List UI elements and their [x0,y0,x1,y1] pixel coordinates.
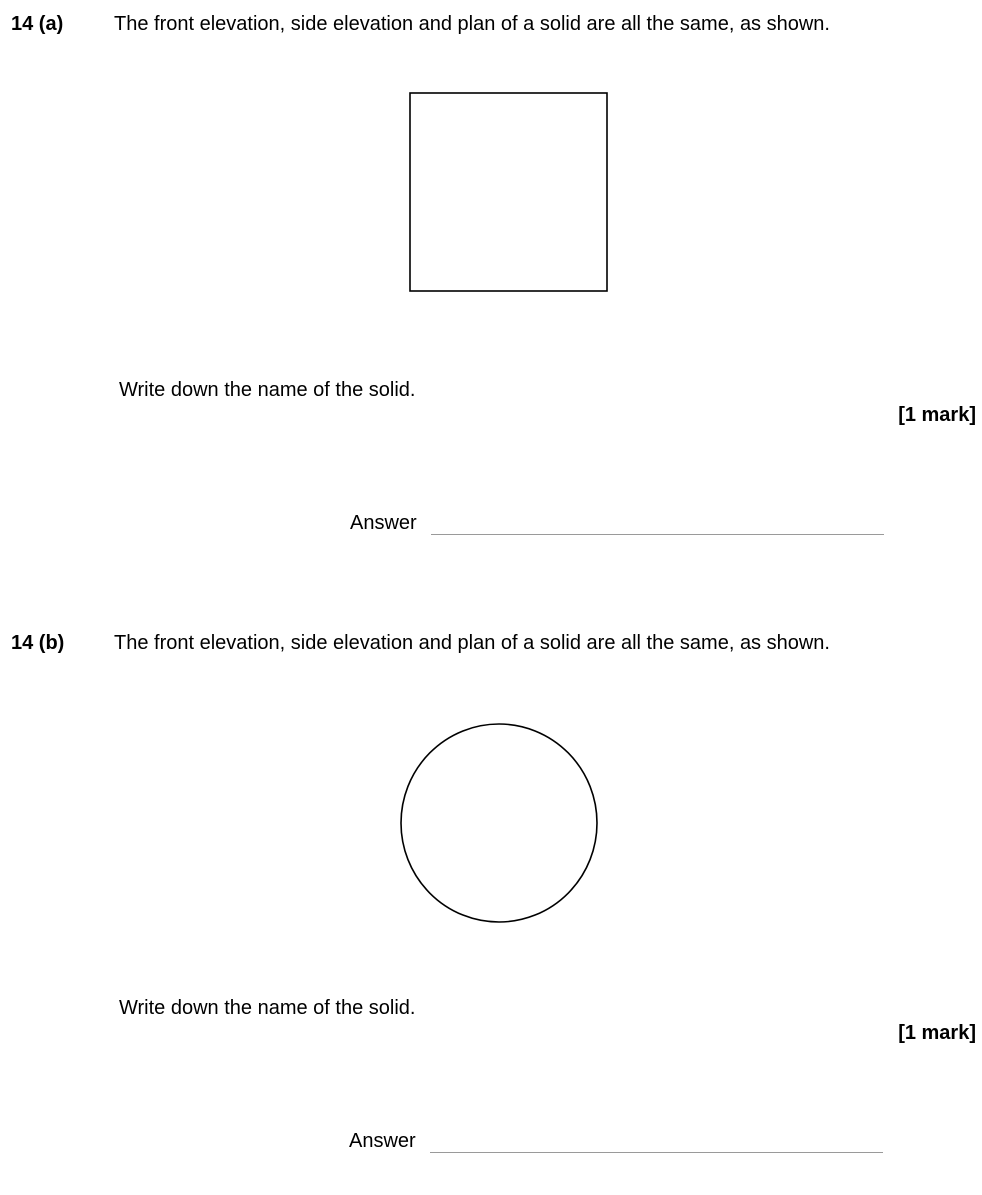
marks-label: [1 mark] [898,404,976,426]
answer-line[interactable] [431,534,884,535]
question-stem: The front elevation, side elevation and plan of a solid are all the same, as shown. [114,13,830,35]
instruction-text: Write down the name of the solid. [119,997,416,1019]
square-figure [405,88,613,298]
question-number: 14 (b) [11,632,65,654]
instruction-text: Write down the name of the solid. [119,379,416,401]
marks-label: [1 mark] [898,1022,976,1044]
square-shape [410,93,607,291]
question-number: 14 (a) [11,13,64,35]
answer-label: Answer [350,512,417,534]
answer-label: Answer [349,1130,416,1152]
question-stem: The front elevation, side elevation and plan of a solid are all the same, as shown. [114,632,830,654]
circle-figure [396,719,602,927]
answer-line[interactable] [430,1152,883,1153]
circle-shape [401,724,597,922]
